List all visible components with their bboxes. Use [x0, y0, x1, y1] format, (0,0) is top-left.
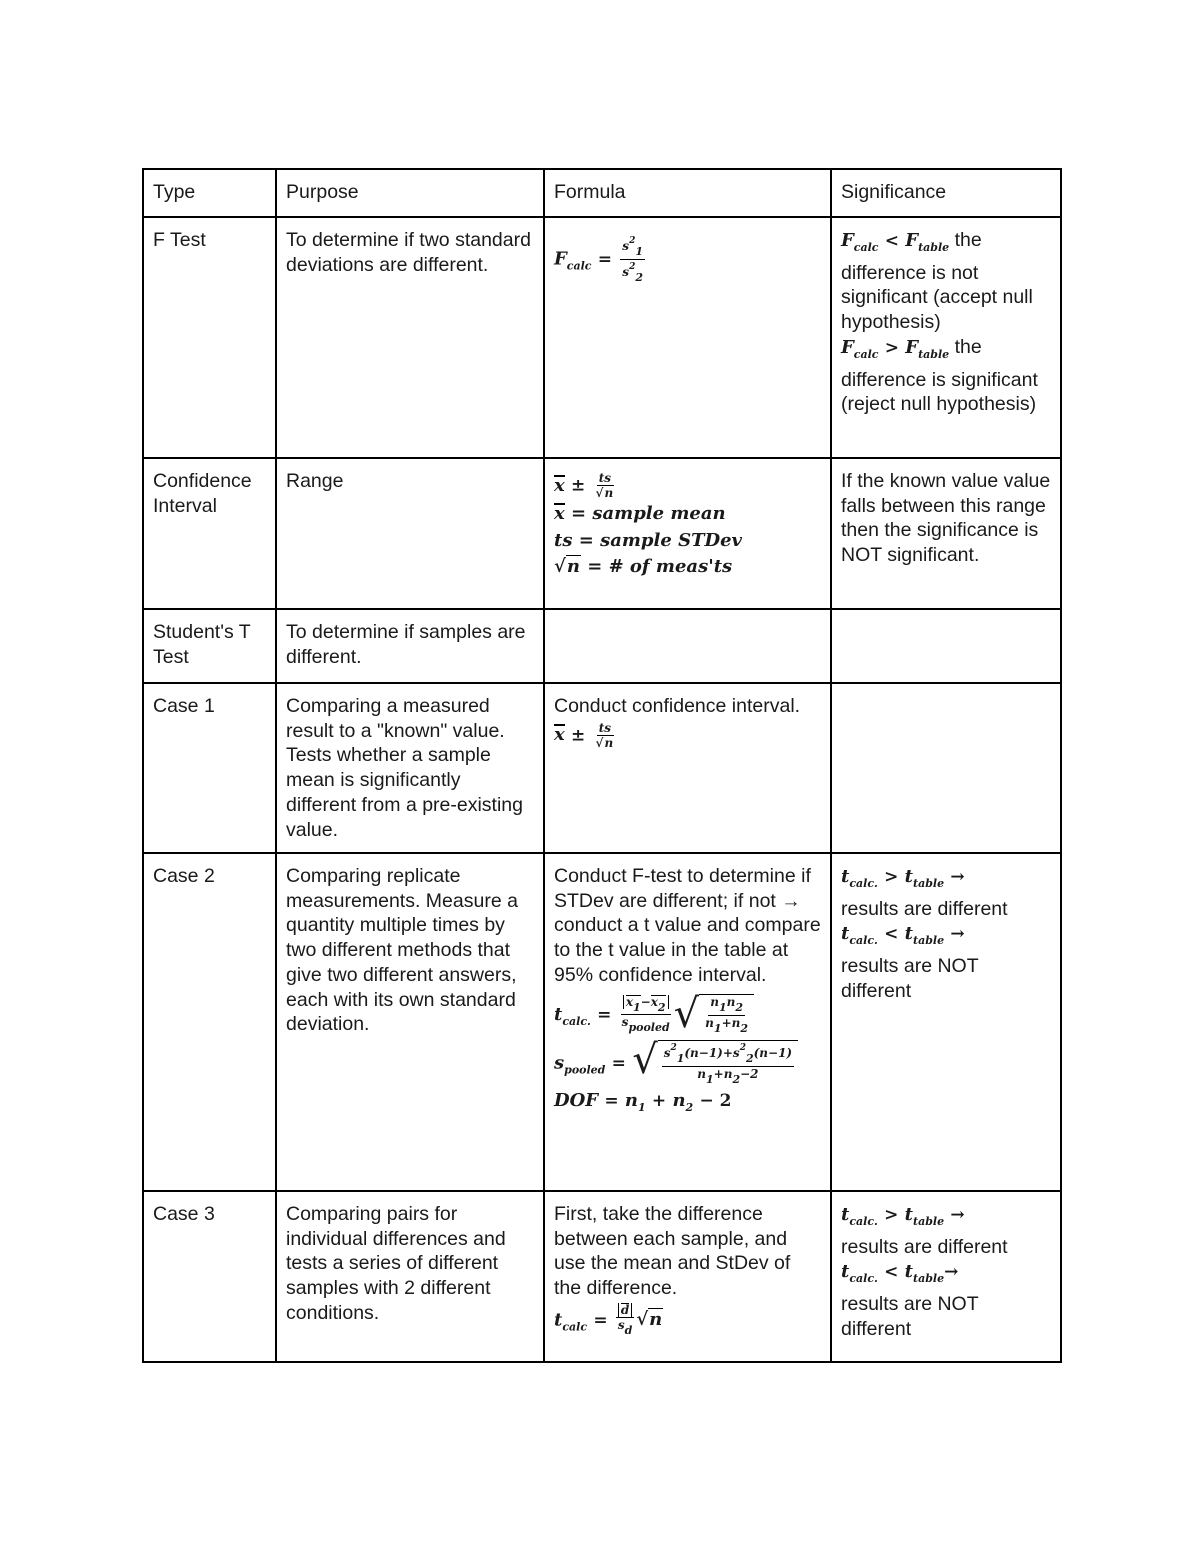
case3-type: Case 3 [143, 1191, 276, 1362]
student-type: Student's T Test [143, 609, 276, 683]
header-formula: Formula [544, 169, 831, 217]
header-type: Type [143, 169, 276, 217]
variance-ratio: $\frac{s^21}{s^22}$ [622, 236, 643, 284]
row-student-t-test [143, 609, 1061, 683]
case2-significance: $t_{calc.} > t_{table}$ → results are different $t_{calc.} < t_{table}$ → results are NOT different [831, 853, 1061, 1191]
case3-formula-text: First, take the difference between each sample, and use the mean and StDev of the difference. [554, 1203, 791, 1300]
ci-type: Confidence Interval [143, 458, 276, 609]
case2-purpose: Comparing replicate measurements. Measure a quantity multiple times by two different methods that give two different answers, each with its own standard deviation. [276, 853, 544, 1191]
case1-formula [544, 683, 831, 853]
case2-type: Case 2 [143, 853, 276, 1191]
row-confidence-interval [143, 458, 1061, 609]
row-case-1 [143, 683, 1061, 853]
student-purpose: To determine if samples are different. [276, 609, 544, 683]
f-calc-equation: $F_{calc}$ = $\frac{s^21}{s^22}$ [554, 236, 643, 284]
case1-purpose: Comparing a measured result to a "known" value. Tests whether a sample mean is significantly different from a pre-existing value. [276, 683, 544, 853]
f-test-formula [544, 217, 831, 458]
case2-formula-text: Conduct F-test to determine if STDev are different; if not → conduct a t value and compare to the t value in the table at 95% confidence interval. [554, 865, 821, 986]
case1-formula-text: Conduct confidence interval. [554, 695, 801, 717]
ci-equation: x ± $\frac{ts}{√n}$ [554, 471, 614, 500]
student-significance [831, 609, 1061, 683]
ci-significance: If the known value value falls between this range then the significance is NOT significant. [831, 458, 1061, 609]
paired-t-equation: $t_{calc}$ = $\frac{d}{sd}$ √n [554, 1302, 663, 1337]
case3-purpose: Comparing pairs for individual differences and tests a series of different samples with 2 different conditions. [276, 1191, 544, 1362]
ci-formula: x ± $\frac{ts}{√n}$ x = sample mean ts = sample STDev √n = # of meas'ts [544, 458, 831, 609]
case1-type: Case 1 [143, 683, 276, 853]
case2-formula [544, 853, 831, 1191]
ci-def-stdev: = sample STDev [578, 529, 742, 551]
statistics-tests-table [142, 168, 1062, 1363]
ci-def-n: = # of meas'ts [587, 556, 733, 578]
row-case-3 [143, 1191, 1061, 1362]
case3-formula [544, 1191, 831, 1362]
f-test-purpose: To determine if two standard deviations are different. [276, 217, 544, 458]
t-calc-equation: $t_{calc.}$ = $\frac{x1-x2}{\text{spooled}}$ √ $\frac{n1n2}{n1+n2}$ [554, 994, 821, 1036]
f-test-significance: $F_{calc} < F_{table}$ the difference is not significant (accept null hypothesis) $F_{calc} > F_{table}$ the difference is significant (reject null hypothesis) [831, 217, 1061, 458]
row-case-2 [143, 853, 1061, 1191]
case1-significance [831, 683, 1061, 853]
student-formula [544, 609, 831, 683]
f-lt-text: difference is not significant (accept null hypothesis) [841, 261, 1033, 334]
case3-significance: $t_{calc.} > t_{table}$ → results are different $t_{calc.} < t_{table}\to$ results are NOT different [831, 1191, 1061, 1362]
row-f-test [143, 217, 1061, 458]
ci-purpose: Range [276, 458, 544, 609]
header-significance: Significance [831, 169, 1061, 217]
header-row [143, 169, 1061, 217]
ci-def-mean: = sample mean [571, 503, 726, 524]
dof-equation: DOF = $n_1 + n_2 - 2$ [554, 1089, 732, 1114]
f-test-type: F Test [143, 217, 276, 458]
s-pooled-equation: $s_{pooled}$ = √ $\frac{s^21(n-1)+s^22(n-1)}{n1+n2-2}$ [554, 1040, 821, 1087]
case1-ci-equation: x ± $\frac{ts}{√n}$ [554, 720, 614, 750]
f-gt-text: difference is significant (reject null hypothesis) [841, 368, 1038, 416]
header-purpose: Purpose [276, 169, 544, 217]
